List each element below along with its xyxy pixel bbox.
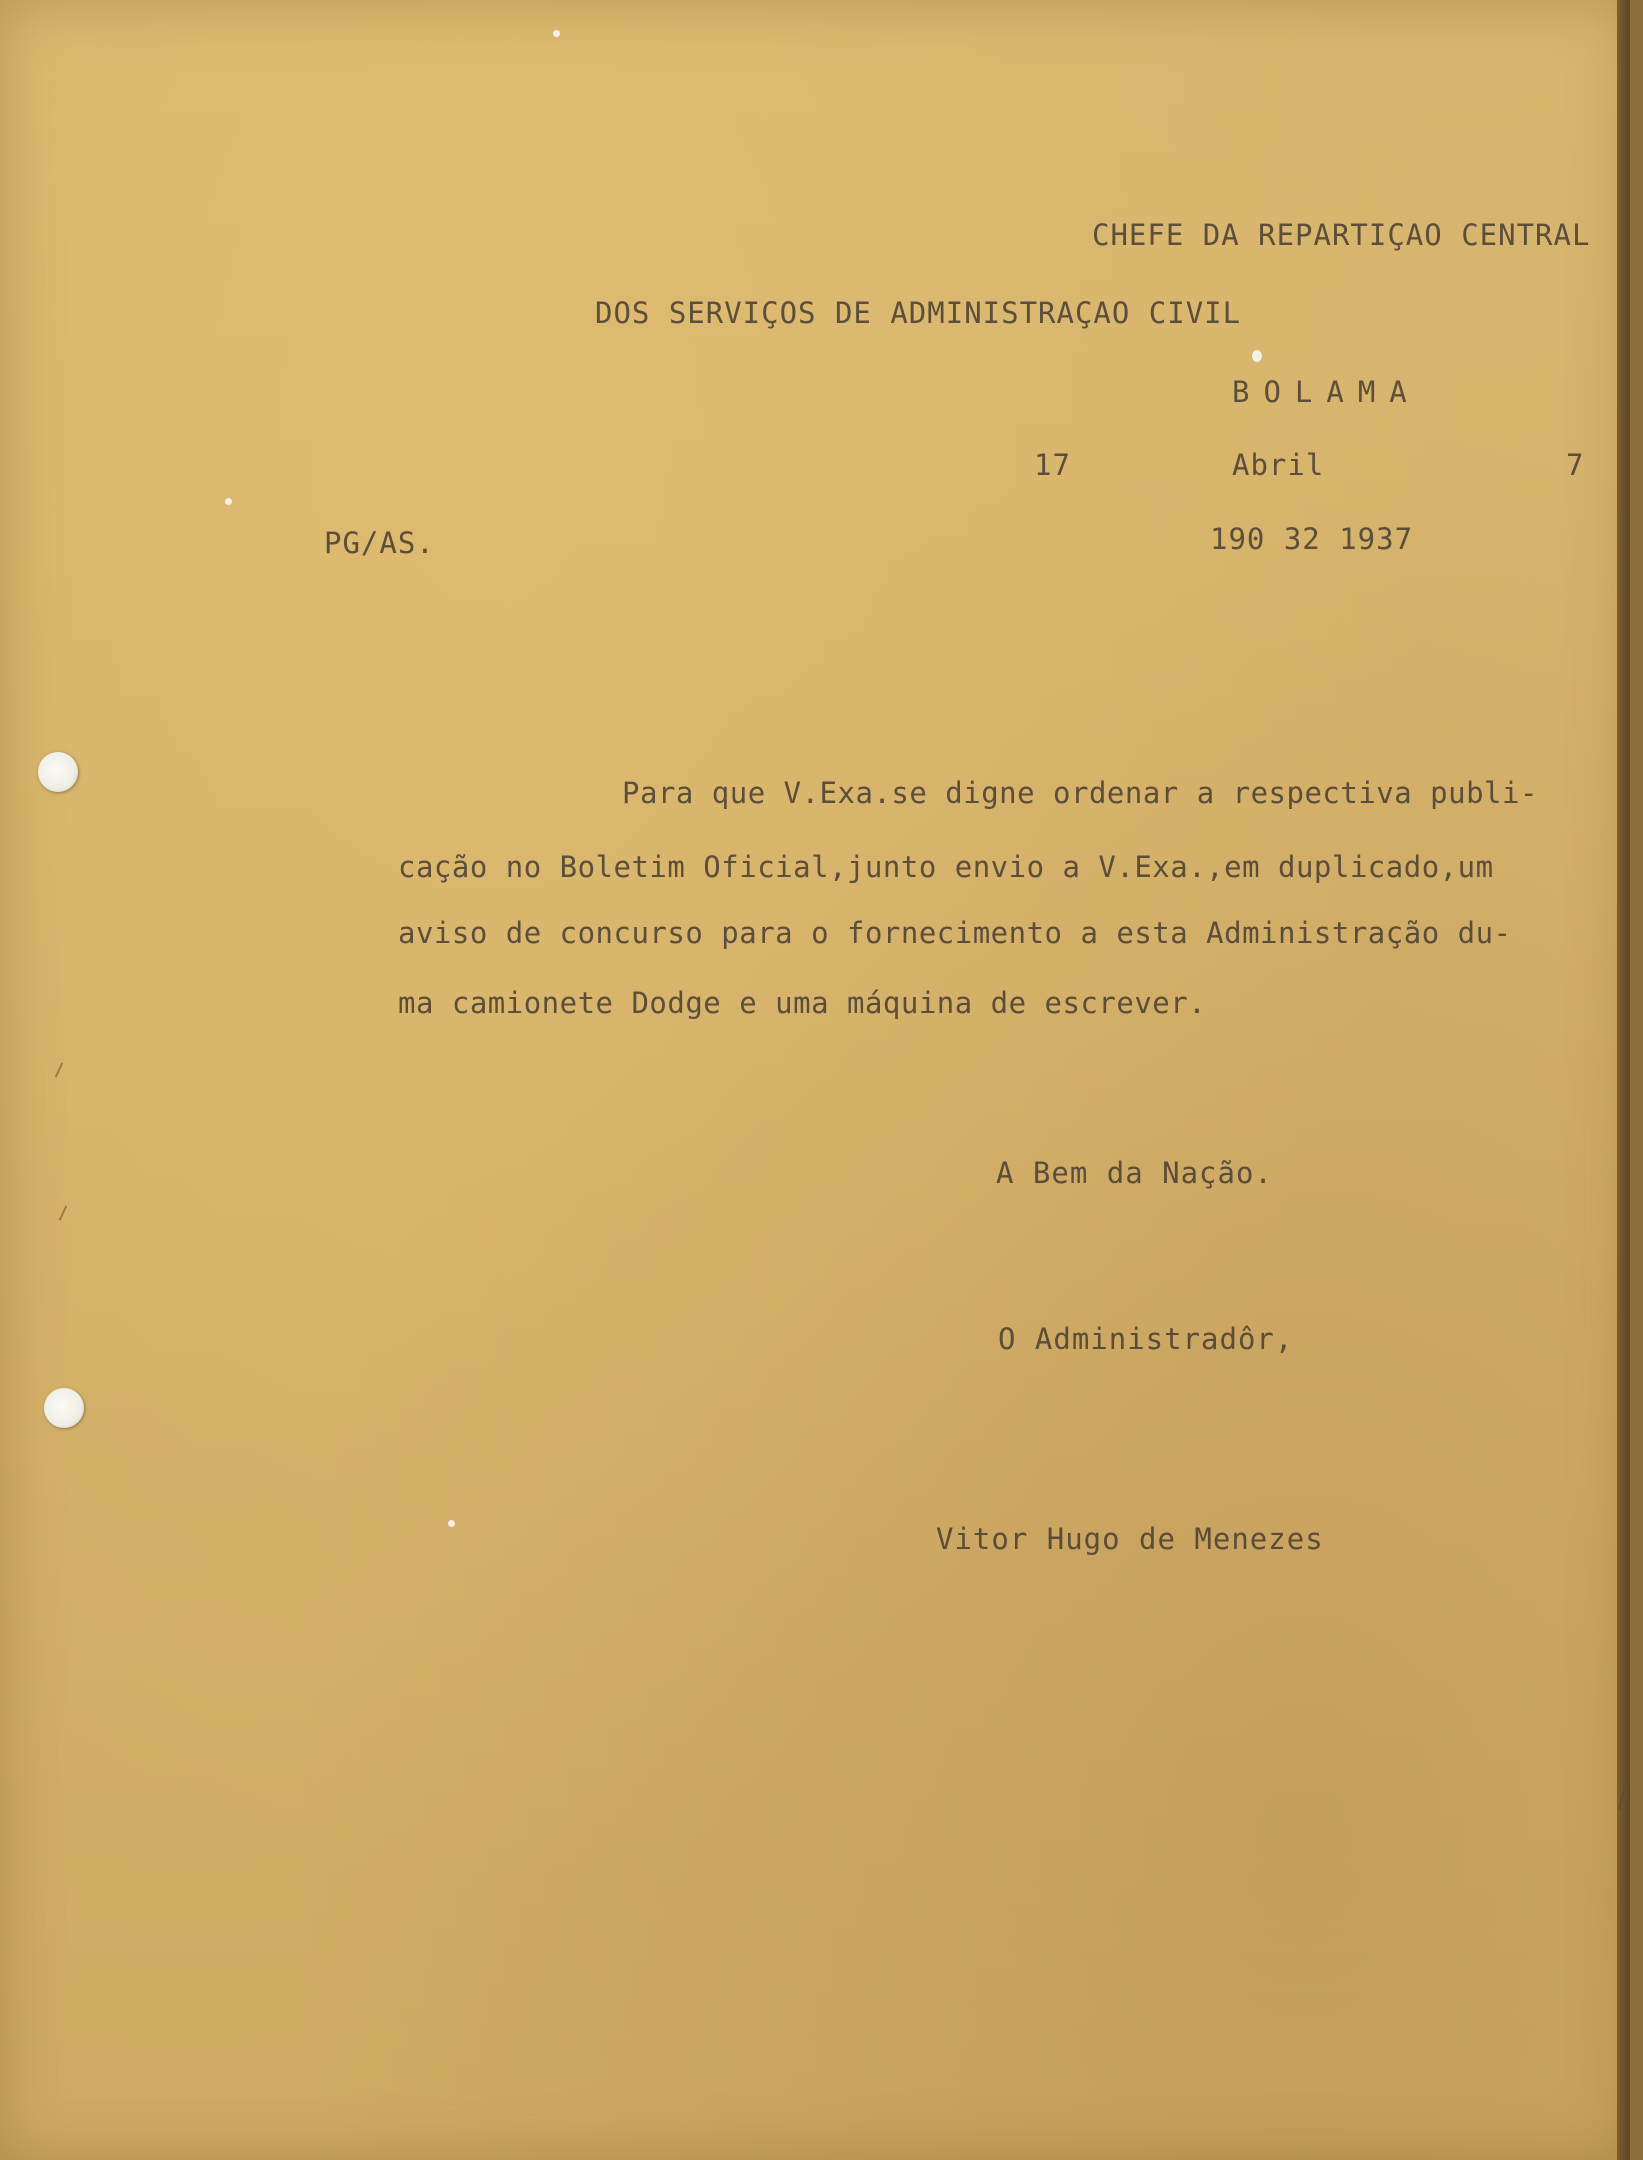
date-month: Abril: [1232, 448, 1325, 482]
date-year-line: 190 32 1937: [1210, 522, 1414, 556]
city: BOLAMA: [1232, 375, 1421, 409]
paper-mark: [59, 1205, 68, 1220]
body-line-2: cação no Boletim Oficial,junto envio a V.Exa.,em duplicado,um: [398, 850, 1494, 884]
body-line-4: ma camionete Dodge e uma máquina de escrever.: [398, 986, 1207, 1020]
body-line-3: aviso de concurso para o fornecimento a esta Administração du-: [398, 916, 1512, 950]
recipient-line-2: DOS SERVIÇOS DE ADMINISTRAÇAO CIVIL: [595, 296, 1242, 330]
closing-salutation: A Bem da Nação.: [996, 1156, 1273, 1190]
paper-mark: [55, 1062, 64, 1077]
paper-speck: [448, 1520, 455, 1527]
paper-speck: [225, 498, 232, 505]
punch-hole-top: [38, 752, 78, 792]
date-day: 17: [1034, 448, 1071, 482]
date-number-right: 7: [1566, 448, 1585, 482]
page-edge: [1617, 0, 1630, 2160]
body-line-1: Para que V.Exa.se digne ordenar a respectiva publi-: [622, 776, 1538, 810]
paper-speck: [1252, 350, 1262, 362]
signature-name: Vitor Hugo de Menezes: [936, 1522, 1324, 1556]
signature-title: O Administradôr,: [998, 1322, 1294, 1356]
reference-code: PG/AS.: [324, 526, 435, 560]
paper-speck: [553, 30, 560, 37]
recipient-line-1: CHEFE DA REPARTIÇAO CENTRAL: [1092, 218, 1591, 252]
punch-hole-bottom: [44, 1388, 84, 1428]
